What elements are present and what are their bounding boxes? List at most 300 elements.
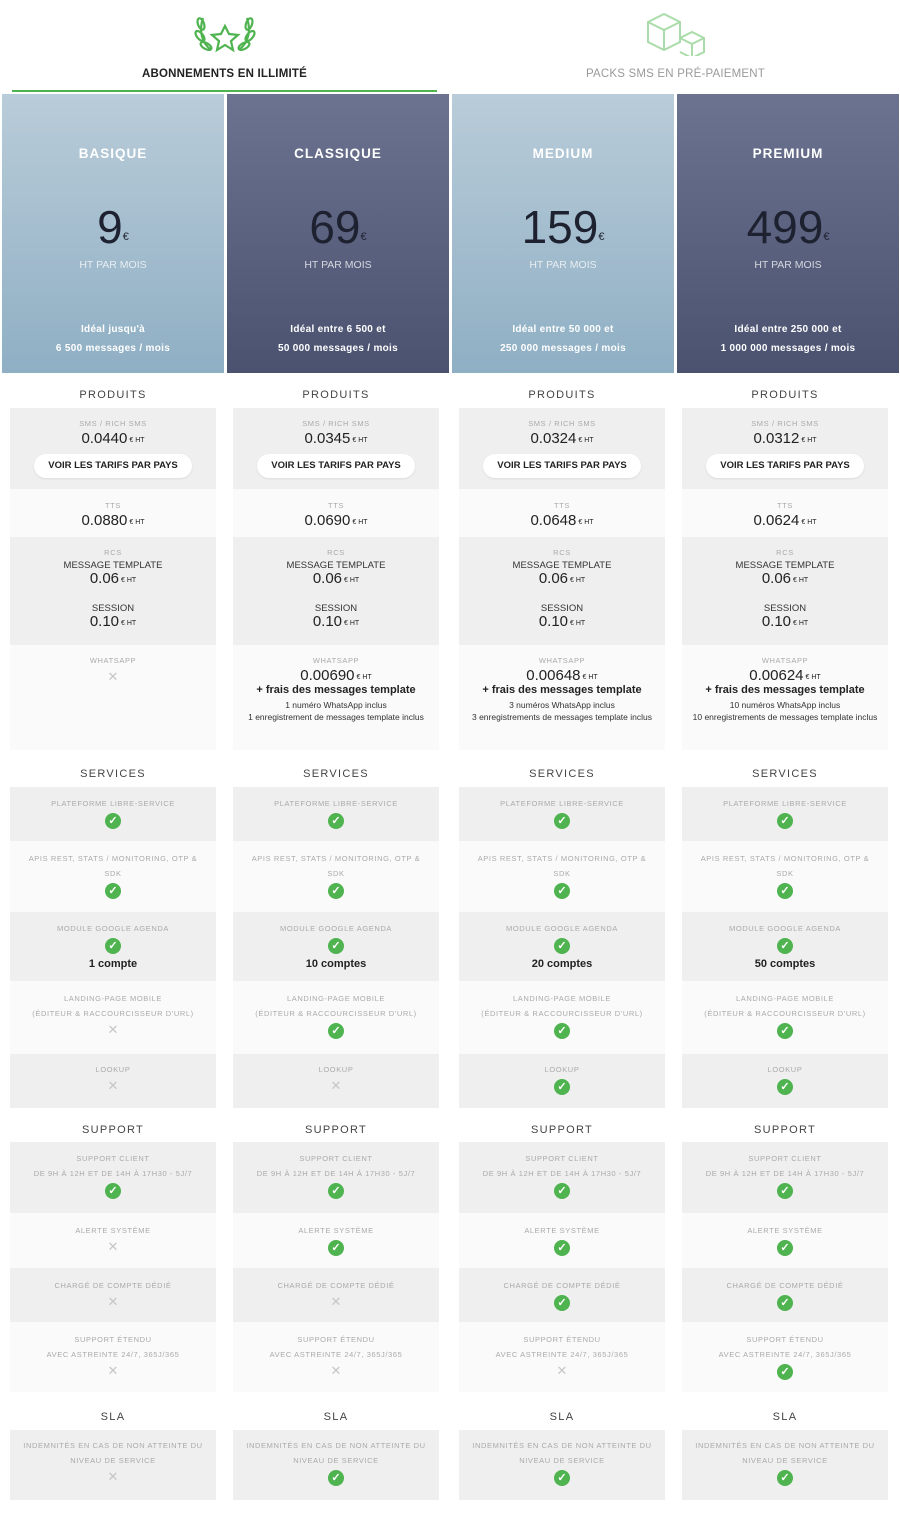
voir-tarifs-button[interactable]: VOIR LES TARIFS PAR PAYS: [483, 454, 641, 478]
section-title-support: SUPPORT: [304, 1124, 368, 1136]
rcs-session-price: 0.10 $^{€ HT}$: [89, 613, 137, 630]
landing-label: LANDING-PAGE MOBILE: [287, 994, 385, 1003]
apis-label-2: SDK: [776, 869, 794, 878]
check-icon: ✓: [554, 1470, 570, 1486]
check-icon: ✓: [777, 1079, 793, 1095]
plateforme-label: PLATEFORME LIBRE-SERVICE: [723, 799, 847, 808]
apis-label: APIS REST, STATS / MONITORING, OTP &: [477, 854, 647, 863]
google-accounts: 10 comptes: [305, 958, 367, 970]
plan-period: HT PAR MOIS: [304, 259, 372, 271]
landing-status: [459, 1021, 665, 1039]
plan-period: HT PAR MOIS: [529, 259, 597, 271]
cross-icon: ✕: [107, 1022, 119, 1037]
rcs-label: RCS: [104, 548, 122, 557]
lookup-cell: [459, 1054, 665, 1108]
tts-cell: [682, 489, 888, 537]
check-icon: ✓: [554, 1079, 570, 1095]
plan-name: PREMIUM: [752, 146, 824, 161]
rcs-session-price: 0.10 $^{€ HT}$: [312, 613, 360, 630]
whatsapp-numbers: 1 numéro WhatsApp inclus: [285, 700, 387, 710]
landing-label: LANDING-PAGE MOBILE: [736, 994, 834, 1003]
charge-cell: [459, 1268, 665, 1322]
etendu-status: [682, 1362, 888, 1380]
sla-label: INDEMNITÉS EN CAS DE NON ATTEINTE DU: [472, 1441, 652, 1450]
whatsapp-extra: + frais des messages template: [705, 684, 865, 696]
etendu-label: SUPPORT ÉTENDU: [297, 1335, 375, 1344]
tts-label: TTS: [328, 501, 344, 510]
check-icon: ✓: [105, 883, 121, 899]
sms-cell: [682, 408, 888, 489]
whatsapp-cell: [10, 645, 216, 750]
alerte-status: [682, 1238, 888, 1256]
alerte-status: [459, 1238, 665, 1256]
cross-icon: ✕: [107, 1239, 119, 1254]
etendu-status: [459, 1362, 665, 1380]
rcs-template-label: MESSAGE TEMPLATE: [512, 560, 612, 571]
tab-abonnements[interactable]: [12, 0, 437, 92]
section-title-sla: SLA: [323, 1411, 349, 1423]
landing-label-2: (ÉDITEUR & RACCOURCISSEUR D'URL): [481, 1009, 643, 1018]
whatsapp-extra: + frais des messages template: [256, 684, 416, 696]
google-status: [459, 936, 665, 954]
check-icon: ✓: [777, 1364, 793, 1380]
rcs-session-price: 0.10 $^{€ HT}$: [538, 613, 586, 630]
sla-status: [233, 1468, 439, 1486]
support-client-cell: [682, 1142, 888, 1213]
section-title-sla: SLA: [772, 1411, 798, 1423]
check-icon: ✓: [777, 1023, 793, 1039]
etendu-status: [10, 1362, 216, 1380]
voir-tarifs-button[interactable]: VOIR LES TARIFS PAR PAYS: [706, 454, 864, 478]
landing-label-2: (ÉDITEUR & RACCOURCISSEUR D'URL): [704, 1009, 866, 1018]
rcs-template-price: 0.06 $^{€ HT}$: [312, 570, 360, 587]
plateforme-label: PLATEFORME LIBRE-SERVICE: [500, 799, 624, 808]
check-icon: ✓: [105, 1183, 121, 1199]
plateforme-status: [459, 811, 665, 829]
check-icon: ✓: [105, 938, 121, 954]
sla-cell: [682, 1430, 888, 1500]
etendu-label-2: AVEC ASTREINTE 24/7, 365J/365: [495, 1350, 629, 1359]
voir-tarifs-button[interactable]: VOIR LES TARIFS PAR PAYS: [34, 454, 192, 478]
google-status: [233, 936, 439, 954]
landing-status: [233, 1021, 439, 1039]
apis-cell: [10, 841, 216, 912]
etendu-label: SUPPORT ÉTENDU: [523, 1335, 601, 1344]
whatsapp-extra: + frais des messages template: [482, 684, 642, 696]
alerte-cell: [459, 1213, 665, 1268]
apis-cell: [682, 841, 888, 912]
check-icon: ✓: [777, 813, 793, 829]
etendu-cell: [682, 1322, 888, 1392]
support-client-status: [233, 1181, 439, 1199]
whatsapp-label: WHATSAPP: [312, 656, 360, 665]
google-cell: [459, 912, 665, 981]
cross-icon: ✕: [107, 1363, 119, 1378]
sms-label: SMS / RICH SMS: [302, 419, 370, 428]
plateforme-cell: [10, 787, 216, 841]
section-title-produits: PRODUITS: [302, 389, 370, 401]
alerte-label: ALERTE SYSTÈME: [75, 1226, 151, 1235]
cross-icon: ✕: [556, 1363, 568, 1378]
lookup-status: [233, 1077, 439, 1095]
support-client-status: [682, 1181, 888, 1199]
charge-status: [10, 1293, 216, 1311]
plateforme-status: [10, 811, 216, 829]
check-icon: ✓: [554, 813, 570, 829]
plateforme-status: [682, 811, 888, 829]
alerte-cell: [233, 1213, 439, 1268]
google-cell: [10, 912, 216, 981]
plan-ideal: Idéal entre 250 000 et 1 000 000 messages / mois: [720, 324, 856, 354]
charge-label: CHARGÉ DE COMPTE DÉDIÉ: [277, 1281, 395, 1290]
plan-header-medium: [452, 94, 674, 373]
sla-status: [459, 1468, 665, 1486]
rcs-cell: [233, 537, 439, 645]
check-icon: ✓: [777, 1183, 793, 1199]
support-client-cell: [459, 1142, 665, 1213]
alerte-label: ALERTE SYSTÈME: [298, 1226, 374, 1235]
plan-header-premium: [677, 94, 899, 373]
apis-status: [233, 881, 439, 899]
check-icon: ✓: [328, 938, 344, 954]
etendu-cell: [233, 1322, 439, 1392]
plan-header-classique: [227, 94, 449, 373]
rcs-template-price: 0.06 $^{€ HT}$: [538, 570, 586, 587]
tts-cell: [459, 489, 665, 537]
tab-packs-sms[interactable]: [453, 0, 898, 92]
sla-cell: [10, 1430, 216, 1500]
lookup-label: LOOKUP: [544, 1065, 580, 1074]
alerte-label: ALERTE SYSTÈME: [747, 1226, 823, 1235]
plateforme-cell: [459, 787, 665, 841]
voir-tarifs-button[interactable]: VOIR LES TARIFS PAR PAYS: [257, 454, 415, 478]
section-title-services: SERVICES: [529, 768, 595, 780]
lookup-label: LOOKUP: [95, 1065, 131, 1074]
google-label: MODULE GOOGLE AGENDA: [279, 924, 393, 933]
tts-label: TTS: [777, 501, 793, 510]
check-icon: ✓: [554, 938, 570, 954]
cross-icon: ✕: [107, 1078, 119, 1093]
apis-status: [682, 881, 888, 899]
apis-label-2: SDK: [327, 869, 345, 878]
support-client-cell: [233, 1142, 439, 1213]
cross-icon: ✕: [330, 1294, 342, 1309]
whatsapp-templates: 1 enregistrement de messages template inclus: [248, 712, 424, 722]
plan-ideal: Idéal entre 50 000 et 250 000 messages / mois: [500, 324, 626, 354]
google-status: [682, 936, 888, 954]
sms-label: SMS / RICH SMS: [528, 419, 596, 428]
rcs-label: RCS: [553, 548, 571, 557]
plan-price: 159€: [521, 201, 605, 253]
etendu-label: SUPPORT ÉTENDU: [746, 1335, 824, 1344]
cross-icon: ✕: [107, 1294, 119, 1309]
landing-label: LANDING-PAGE MOBILE: [64, 994, 162, 1003]
plateforme-cell: [233, 787, 439, 841]
tts-label: TTS: [105, 501, 121, 510]
section-title-produits: PRODUITS: [79, 389, 147, 401]
plateforme-cell: [682, 787, 888, 841]
alerte-cell: [682, 1213, 888, 1268]
section-title-support: SUPPORT: [530, 1124, 594, 1136]
google-accounts: 20 comptes: [531, 958, 593, 970]
rcs-cell: [459, 537, 665, 645]
apis-label: APIS REST, STATS / MONITORING, OTP &: [251, 854, 421, 863]
google-label: MODULE GOOGLE AGENDA: [56, 924, 170, 933]
whatsapp-numbers: 3 numéros WhatsApp inclus: [509, 700, 615, 710]
boxes-icon: [642, 8, 710, 61]
lookup-cell: [233, 1054, 439, 1108]
google-accounts: 1 compte: [88, 958, 138, 970]
section-title-produits: PRODUITS: [751, 389, 819, 401]
sms-label: SMS / RICH SMS: [751, 419, 819, 428]
google-accounts: 50 comptes: [754, 958, 816, 970]
whatsapp-label: WHATSAPP: [761, 656, 809, 665]
check-icon: ✓: [328, 1470, 344, 1486]
lookup-cell: [682, 1054, 888, 1108]
plan-ideal: Idéal jusqu'à 6 500 messages / mois: [55, 324, 171, 354]
landing-cell: [459, 981, 665, 1054]
rcs-cell: [10, 537, 216, 645]
whatsapp-price: 0.00648 $^{€ HT}$: [526, 667, 598, 684]
rcs-template-price: 0.06 $^{€ HT}$: [89, 570, 137, 587]
rcs-session-label: SESSION: [91, 603, 135, 614]
sla-cell: [459, 1430, 665, 1500]
alerte-status: [233, 1238, 439, 1256]
plan-period: HT PAR MOIS: [79, 259, 147, 271]
check-icon: ✓: [328, 813, 344, 829]
tts-cell: [233, 489, 439, 537]
section-title-produits: PRODUITS: [528, 389, 596, 401]
whatsapp-status: [10, 668, 216, 686]
laurel-star-icon: [193, 8, 257, 61]
section-title-sla: SLA: [100, 1411, 126, 1423]
support-client-status: [459, 1181, 665, 1199]
etendu-label: SUPPORT ÉTENDU: [74, 1335, 152, 1344]
charge-label: CHARGÉ DE COMPTE DÉDIÉ: [54, 1281, 172, 1290]
sla-status: [10, 1468, 216, 1486]
check-icon: ✓: [554, 1183, 570, 1199]
support-hours: DE 9H À 12H ET DE 14H À 17H30 - 5J/7: [33, 1169, 193, 1178]
google-cell: [233, 912, 439, 981]
check-icon: ✓: [328, 1023, 344, 1039]
check-icon: ✓: [105, 813, 121, 829]
charge-label: CHARGÉ DE COMPTE DÉDIÉ: [726, 1281, 844, 1290]
etendu-status: [233, 1362, 439, 1380]
rcs-label: RCS: [776, 548, 794, 557]
section-title-services: SERVICES: [80, 768, 146, 780]
apis-label: APIS REST, STATS / MONITORING, OTP &: [700, 854, 870, 863]
apis-label-2: SDK: [104, 869, 122, 878]
check-icon: ✓: [328, 883, 344, 899]
charge-cell: [10, 1268, 216, 1322]
tts-price: 0.0880 $^{€ HT}$: [81, 512, 145, 529]
etendu-cell: [459, 1322, 665, 1392]
whatsapp-templates: 3 enregistrements de messages template inclus: [471, 712, 652, 722]
section-title-support: SUPPORT: [81, 1124, 145, 1136]
rcs-session-label: SESSION: [314, 603, 358, 614]
landing-status: [682, 1021, 888, 1039]
rcs-template-label: MESSAGE TEMPLATE: [63, 560, 163, 571]
whatsapp-label: WHATSAPP: [89, 656, 137, 665]
google-label: MODULE GOOGLE AGENDA: [505, 924, 619, 933]
plateforme-label: PLATEFORME LIBRE-SERVICE: [51, 799, 175, 808]
lookup-status: [459, 1077, 665, 1095]
alerte-status: [10, 1238, 216, 1256]
etendu-label-2: AVEC ASTREINTE 24/7, 365J/365: [269, 1350, 403, 1359]
sla-label-2: NIVEAU DE SERVICE: [742, 1456, 828, 1465]
sla-label-2: NIVEAU DE SERVICE: [519, 1456, 605, 1465]
apis-status: [10, 881, 216, 899]
tts-label: TTS: [554, 501, 570, 510]
rcs-cell: [682, 537, 888, 645]
check-icon: ✓: [777, 1470, 793, 1486]
sla-label: INDEMNITÉS EN CAS DE NON ATTEINTE DU: [246, 1441, 426, 1450]
charge-status: [233, 1293, 439, 1311]
support-hours: DE 9H À 12H ET DE 14H À 17H30 - 5J/7: [256, 1169, 416, 1178]
check-icon: ✓: [554, 1023, 570, 1039]
apis-label: APIS REST, STATS / MONITORING, OTP &: [28, 854, 198, 863]
charge-status: [682, 1293, 888, 1311]
tts-price: 0.0648 $^{€ HT}$: [530, 512, 594, 529]
sms-cell: [459, 408, 665, 489]
check-icon: ✓: [328, 1240, 344, 1256]
check-icon: ✓: [777, 1295, 793, 1311]
check-icon: ✓: [777, 883, 793, 899]
landing-cell: [233, 981, 439, 1054]
support-client-status: [10, 1181, 216, 1199]
sms-price: 0.0324 $^{€ HT}$: [530, 430, 594, 447]
cross-icon: ✕: [107, 1469, 119, 1484]
sla-label-2: NIVEAU DE SERVICE: [70, 1456, 156, 1465]
lookup-label: LOOKUP: [767, 1065, 803, 1074]
landing-cell: [10, 981, 216, 1054]
charge-cell: [682, 1268, 888, 1322]
rcs-label: RCS: [327, 548, 345, 557]
sms-label: SMS / RICH SMS: [79, 419, 147, 428]
plan-period: HT PAR MOIS: [754, 259, 822, 271]
plan-name: BASIQUE: [78, 146, 148, 161]
plan-price: 499€: [746, 201, 830, 253]
check-icon: ✓: [328, 1183, 344, 1199]
etendu-label-2: AVEC ASTREINTE 24/7, 365J/365: [46, 1350, 180, 1359]
google-status: [10, 936, 216, 954]
whatsapp-templates: 10 enregistrements de messages template inclus: [692, 712, 878, 722]
lookup-status: [682, 1077, 888, 1095]
sms-price: 0.0440 $^{€ HT}$: [81, 430, 145, 447]
plan-price: 9€: [97, 201, 129, 253]
support-client-label: SUPPORT CLIENT: [525, 1154, 599, 1163]
landing-cell: [682, 981, 888, 1054]
whatsapp-cell: [682, 645, 888, 750]
charge-status: [459, 1293, 665, 1311]
support-client-cell: [10, 1142, 216, 1213]
tts-price: 0.0624 $^{€ HT}$: [753, 512, 817, 529]
charge-label: CHARGÉ DE COMPTE DÉDIÉ: [503, 1281, 621, 1290]
cross-icon: ✕: [107, 669, 119, 684]
plan-headers: [2, 94, 899, 373]
landing-status: [10, 1021, 216, 1039]
check-icon: ✓: [777, 938, 793, 954]
whatsapp-label: WHATSAPP: [538, 656, 586, 665]
landing-label-2: (ÉDITEUR & RACCOURCISSEUR D'URL): [255, 1009, 417, 1018]
rcs-session-label: SESSION: [763, 603, 807, 614]
plan-price: 69€: [309, 201, 367, 253]
plan-name: CLASSIQUE: [294, 146, 382, 161]
sla-label: INDEMNITÉS EN CAS DE NON ATTEINTE DU: [695, 1441, 875, 1450]
cross-icon: ✕: [330, 1078, 342, 1093]
check-icon: ✓: [554, 1240, 570, 1256]
sms-price: 0.0345 $^{€ HT}$: [304, 430, 368, 447]
lookup-cell: [10, 1054, 216, 1108]
section-title-support: SUPPORT: [753, 1124, 817, 1136]
sla-cell: [233, 1430, 439, 1500]
charge-cell: [233, 1268, 439, 1322]
plan-header-basique: [2, 94, 224, 373]
rcs-template-label: MESSAGE TEMPLATE: [286, 560, 386, 571]
sla-label-2: NIVEAU DE SERVICE: [293, 1456, 379, 1465]
support-client-label: SUPPORT CLIENT: [76, 1154, 150, 1163]
alerte-label: ALERTE SYSTÈME: [524, 1226, 600, 1235]
alerte-cell: [10, 1213, 216, 1268]
etendu-label-2: AVEC ASTREINTE 24/7, 365J/365: [718, 1350, 852, 1359]
tts-cell: [10, 489, 216, 537]
apis-label-2: SDK: [553, 869, 571, 878]
section-title-services: SERVICES: [752, 768, 818, 780]
support-hours: DE 9H À 12H ET DE 14H À 17H30 - 5J/7: [482, 1169, 642, 1178]
tab-abonnements-label: ABONNEMENTS EN ILLIMITÉ: [142, 68, 307, 80]
google-cell: [682, 912, 888, 981]
sla-label: INDEMNITÉS EN CAS DE NON ATTEINTE DU: [23, 1441, 203, 1450]
whatsapp-price: 0.00624 $^{€ HT}$: [749, 667, 821, 684]
tts-price: 0.0690 $^{€ HT}$: [304, 512, 368, 529]
plan-type-tabs: [0, 0, 900, 94]
sms-cell: [233, 408, 439, 489]
etendu-cell: [10, 1322, 216, 1392]
lookup-label: LOOKUP: [318, 1065, 354, 1074]
whatsapp-price: 0.00690 $^{€ HT}$: [300, 667, 372, 684]
check-icon: ✓: [777, 1240, 793, 1256]
apis-cell: [233, 841, 439, 912]
whatsapp-numbers: 10 numéros WhatsApp inclus: [729, 700, 841, 710]
check-icon: ✓: [554, 883, 570, 899]
tab-packs-sms-label: PACKS SMS EN PRÉ-PAIEMENT: [585, 68, 766, 80]
plan-name: MEDIUM: [532, 146, 594, 161]
rcs-template-label: MESSAGE TEMPLATE: [735, 560, 835, 571]
sms-price: 0.0312 $^{€ HT}$: [753, 430, 817, 447]
section-title-sla: SLA: [549, 1411, 575, 1423]
plan-ideal: Idéal entre 6 500 et 50 000 messages / mois: [277, 324, 398, 354]
landing-label-2: (ÉDITEUR & RACCOURCISSEUR D'URL): [32, 1009, 194, 1018]
sms-cell: [10, 408, 216, 489]
support-client-label: SUPPORT CLIENT: [748, 1154, 822, 1163]
rcs-session-price: 0.10 $^{€ HT}$: [761, 613, 809, 630]
apis-cell: [459, 841, 665, 912]
cross-icon: ✕: [330, 1363, 342, 1378]
google-label: MODULE GOOGLE AGENDA: [728, 924, 842, 933]
plateforme-status: [233, 811, 439, 829]
section-title-services: SERVICES: [303, 768, 369, 780]
landing-label: LANDING-PAGE MOBILE: [513, 994, 611, 1003]
check-icon: ✓: [554, 1295, 570, 1311]
sla-status: [682, 1468, 888, 1486]
lookup-status: [10, 1077, 216, 1095]
support-hours: DE 9H À 12H ET DE 14H À 17H30 - 5J/7: [705, 1169, 865, 1178]
whatsapp-cell: [233, 645, 439, 750]
support-client-label: SUPPORT CLIENT: [299, 1154, 373, 1163]
rcs-template-price: 0.06 $^{€ HT}$: [761, 570, 809, 587]
rcs-session-label: SESSION: [540, 603, 584, 614]
apis-status: [459, 881, 665, 899]
